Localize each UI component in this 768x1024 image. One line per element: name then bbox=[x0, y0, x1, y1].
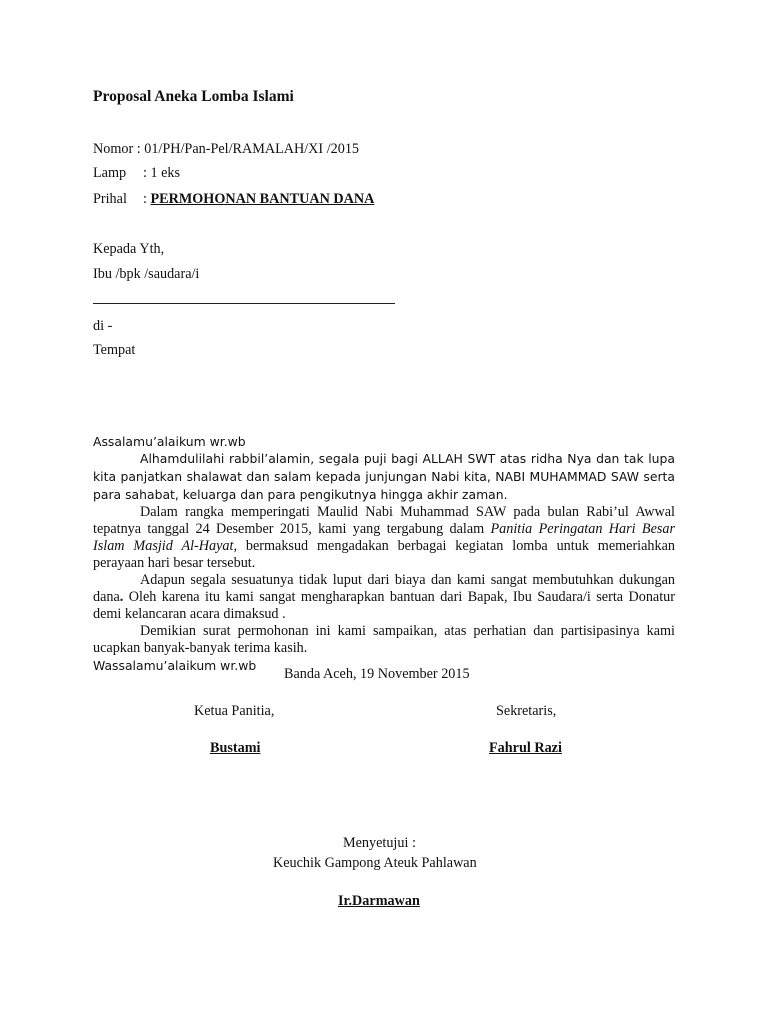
committee-name: Panitia Peringatan Hari Besar Islam Masjid Al-Hayat bbox=[93, 521, 675, 554]
paragraph-event-text-b: , bermaksud mengadakan berbagai kegiatan lomba untuk memeriahkan perayaan hari besar tersebut. bbox=[93, 538, 675, 571]
approver-role: Keuchik Gampong Ateuk Pahlawan bbox=[273, 855, 477, 871]
document-title: Proposal Aneka Lomba Islami bbox=[93, 88, 294, 105]
recipient-di: di - bbox=[93, 318, 113, 334]
approval-label: Menyetujui : bbox=[343, 835, 416, 851]
approver-name: Ir.Darmawan bbox=[338, 893, 420, 909]
paragraph-funding-dot: . bbox=[119, 589, 124, 605]
recipient-place: Tempat bbox=[93, 342, 136, 358]
paragraph-opening bbox=[93, 450, 675, 504]
attachment-label: Lamp bbox=[93, 165, 127, 181]
paragraph-opening-text: Alhamdulilahi rabbil’alamin, segala puji bagi ALLAH SWT atas ridha Nya dan tak lupa kita panjatkan shalawat dan salam kepada junjungan Nabi kita, NABI MUHAMMAD SAW serta para sahabat, keluarga dan para pengikutnya hingga akhir zaman. bbox=[93, 451, 675, 502]
secretary-role: Sekretaris, bbox=[496, 703, 557, 719]
paragraph-funding bbox=[93, 572, 675, 623]
recipient-blank-line bbox=[93, 303, 395, 304]
closing-greeting: Wassalamu’alaikum wr.wb bbox=[93, 658, 257, 673]
paragraph-closing: Demikian surat permohonan ini kami sampaikan, atas perhatian dan partisipasinya kami ucapkan banyak-banyak terima kasih. bbox=[93, 623, 675, 656]
greeting: Assalamu’alaikum wr.wb bbox=[93, 434, 246, 449]
recipient-salutation: Kepada Yth, bbox=[93, 241, 165, 257]
letter-body bbox=[93, 433, 675, 674]
subject-value: PERMOHONAN BANTUAN DANA bbox=[150, 191, 375, 207]
recipient-name: Ibu /bpk /saudara/i bbox=[93, 266, 200, 282]
secretary-name: Fahrul Razi bbox=[489, 740, 562, 756]
subject-line bbox=[93, 191, 374, 208]
paragraph-funding-text-b: Oleh karena itu kami sangat mengharapkan bantuan dari Bapak, Ibu Saudara/i serta Donatur demi kelancaran acara dimaksud . bbox=[93, 589, 675, 622]
attachment-value: : 1 eks bbox=[143, 165, 181, 181]
place-date: Banda Aceh, 19 November 2015 bbox=[284, 666, 470, 682]
attachment-line bbox=[93, 165, 180, 182]
paragraph-event-text-a: Dalam rangka memperingati Maulid Nabi Muhammad SAW pada bulan Rabi’ul Awwal tepatnya tanggal 24 Desember 2015, kami yang tergabung dalam bbox=[93, 504, 675, 537]
chairman-name: Bustami bbox=[210, 740, 261, 756]
subject-label: Prihal bbox=[93, 191, 127, 207]
chairman-role: Ketua Panitia, bbox=[194, 703, 275, 719]
paragraph-funding-text-a: Adapun segala sesuatunya tidak luput dari biaya dan kami sangat membutuhkan dukungan dana bbox=[93, 572, 675, 605]
letter-number: Nomor : 01/PH/Pan-Pel/RAMALAH/XI /2015 bbox=[93, 141, 360, 157]
subject-colon: : bbox=[143, 191, 151, 207]
paragraph-event bbox=[93, 504, 675, 572]
